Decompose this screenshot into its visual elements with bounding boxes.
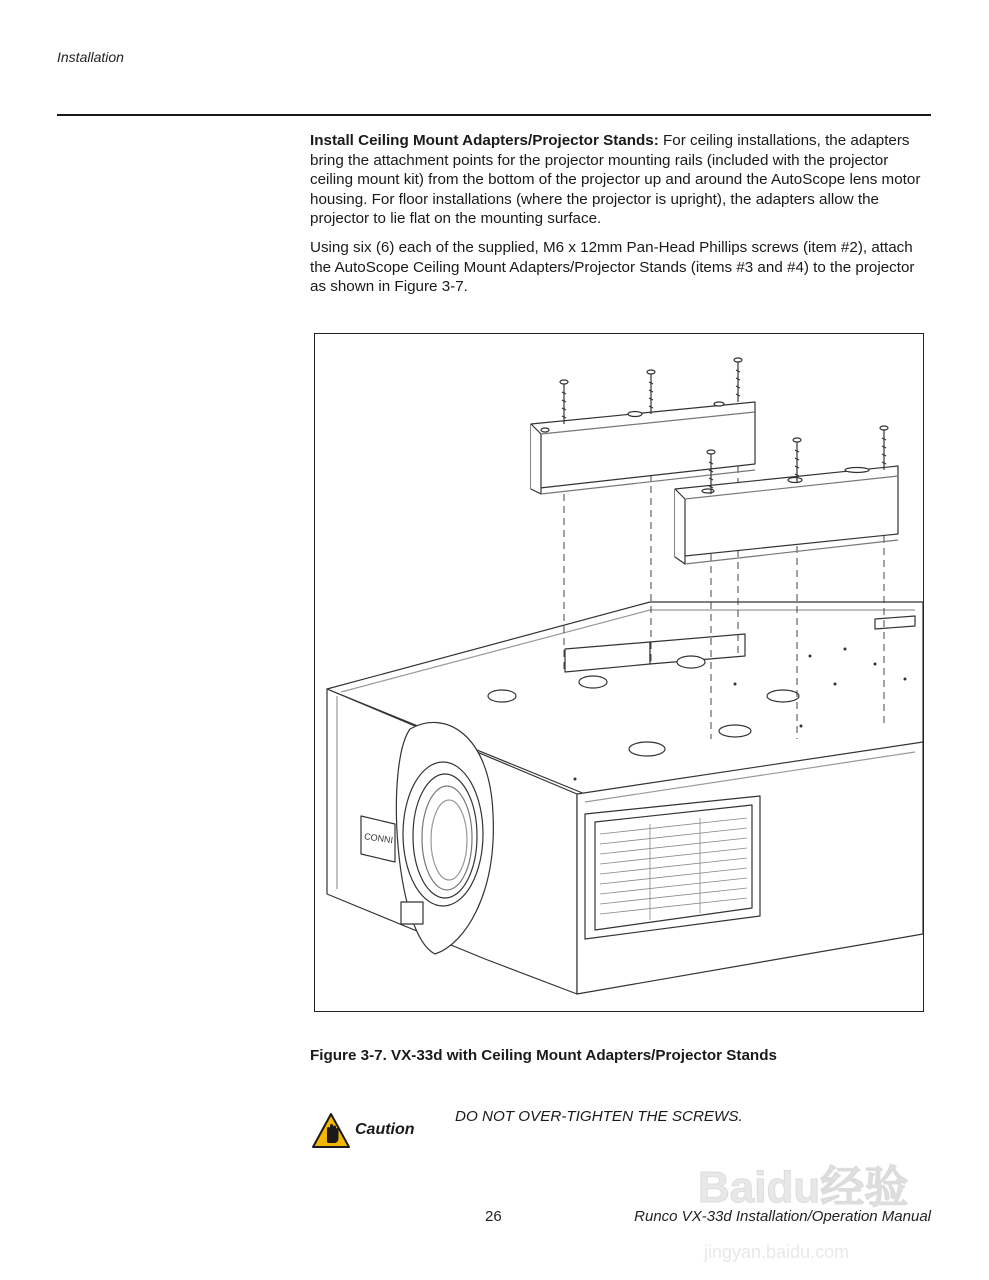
caution-hand-icon <box>311 1112 351 1150</box>
caution-text: DO NOT OVER-TIGHTEN THE SCREWS. <box>455 1108 743 1125</box>
page-number: 26 <box>485 1208 502 1225</box>
figure-3-7 <box>314 333 924 1012</box>
projector-diagram <box>315 334 923 1011</box>
caution-label: Caution <box>355 1121 415 1138</box>
brand-logo-text: CONNI <box>363 831 394 846</box>
header-rule <box>57 114 931 116</box>
paragraph-1-text: For ceiling installations, the adapters bring the attachment points for the projector mounting rails (included with the projector ceiling mount kit) from the bottom of the projector up and around the AutoScope lens motor housing. For floor installations (where the projector is upright), the adapters allow the projector to lie flat on the mounting surface. <box>310 132 921 228</box>
watermark-subtext: jingyan.baidu.com <box>704 1242 850 1262</box>
paragraph-1 <box>310 131 932 229</box>
watermark-text: Baidu经验 <box>698 1163 909 1212</box>
manual-title: Runco VX-33d Installation/Operation Manual <box>634 1208 931 1225</box>
baidu-watermark-logo <box>690 1130 940 1270</box>
section-label: Installation <box>57 49 124 65</box>
figure-caption: Figure 3-7. VX-33d with Ceiling Mount Adapters/Projector Stands <box>310 1047 777 1064</box>
body-text <box>310 131 932 306</box>
paragraph-1-heading: Install Ceiling Mount Adapters/Projector Stands: <box>310 132 659 149</box>
paragraph-2: Using six (6) each of the supplied, M6 x 12mm Pan-Head Phillips screws (item #2), attach the AutoScope Ceiling Mount Adapters/Projector Stands (items #3 and #4) to the projector as shown in Figure 3-7. <box>310 238 915 296</box>
